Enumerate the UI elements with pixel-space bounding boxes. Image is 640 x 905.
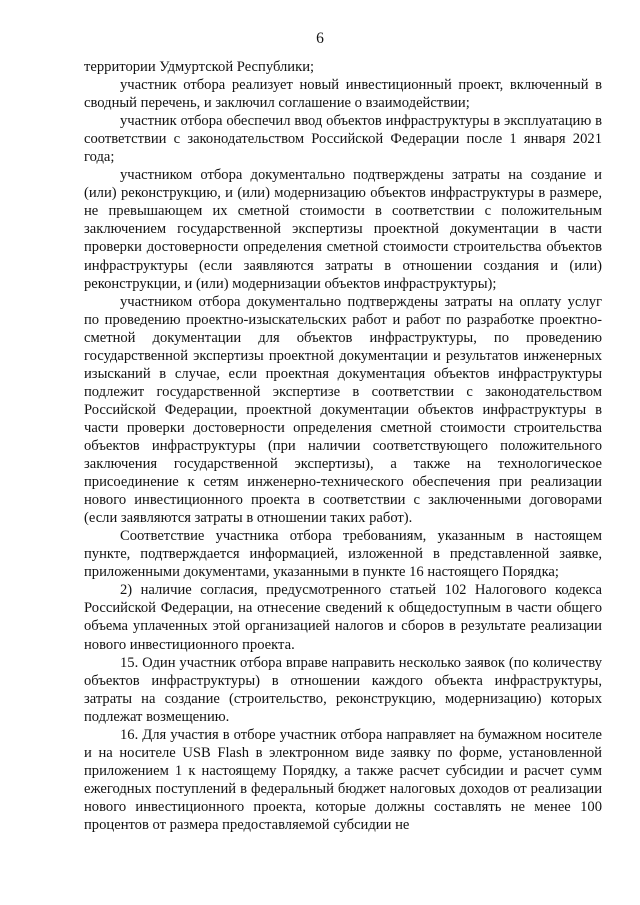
paragraph-condition-commissioning: участник отбора обеспечил ввод объектов инфраструктуры в эксплуатацию в соответствии с законодательством Российской Федерации после 1 января 2021 года; [84, 113, 602, 166]
paragraph-tax-consent: 2) наличие согласия, предусмотренного статьей 102 Налогового кодекса Российской Федерации, на отнесение сведений к общедоступным в части общего объема уплаченных этой организацией налогов и сборов в результате реализации нового инвестиционного проекта. [84, 582, 602, 653]
paragraph-condition-investment-project: участник отбора реализует новый инвестиционный проект, включенный в сводный перечень, и заключил соглашение о взаимодействии; [84, 77, 602, 112]
paragraph-condition-construction-costs: участником отбора документально подтверждены затраты на создание и (или) реконструкцию, и (или) модернизацию объектов инфраструктуры в размере, не превышающем их сметной стоимости в соответствии с положительным заключением государственной экспертизы проектной документации в части проверки достоверности определения сметной стоимости строительства объектов инфраструктуры (если заявляются затраты в отношении создания и (или) реконструкции, и (или) модернизации объектов инфраструктуры); [84, 167, 602, 292]
paragraph-compliance-confirmation: Соответствие участника отбора требованиям, указанным в настоящем пункте, подтверждается информацией, изложенной в представленной заявке, приложенными документами, указанными в пункте 16 настоящего Порядка; [84, 528, 602, 581]
paragraph-continuation: территории Удмуртской Республики; [84, 59, 315, 75]
document-body [84, 58, 602, 834]
paragraph-condition-design-costs: участником отбора документально подтверждены затраты на оплату услуг по проведению проектно-изыскательских работ и работ по разработке проектно-сметной документации для объектов инфраструктуры, по проведению государственной экспертизы проектной документации и результатов инженерных изысканий в случае, если проектная документация объектов инфраструктуры подлежит государственной экспертизе в соответствии с законодательством Российской Федерации, проектной документации объектов инфраструктуры в части проверки достоверности определения сметной стоимости строительства объектов инфраструктуры (при наличии соответствующего положительного заключения государственной экспертизы), а также на технологическое присоединение к сетям инженерно-технического обеспечения при реализации нового инвестиционного проекта в соответствии с заключенными договорами (если заявляются затраты в отношении таких работ). [84, 293, 602, 527]
paragraph-clause-15: 15. Один участник отбора вправе направить несколько заявок (по количеству объектов инфраструктуры) в отношении каждого объекта инфраструктуры, затраты на создание (строительство, реконструкцию, модернизацию) которых подлежат возмещению. [84, 654, 602, 725]
paragraph-clause-16: 16. Для участия в отборе участник отбора направляет на бумажном носителе и на носителе USB Flash в электронном виде заявку по форме, установленной приложением 1 к настоящему Порядку, а также расчет субсидии и расчет сумм ежегодных поступлений в федеральный бюджет налоговых доходов от реализации нового инвестиционного проекта, которые должны составлять не менее 100 процентов от размера предоставляемой субсидии не [84, 726, 602, 833]
page-number: 6 [316, 30, 324, 47]
